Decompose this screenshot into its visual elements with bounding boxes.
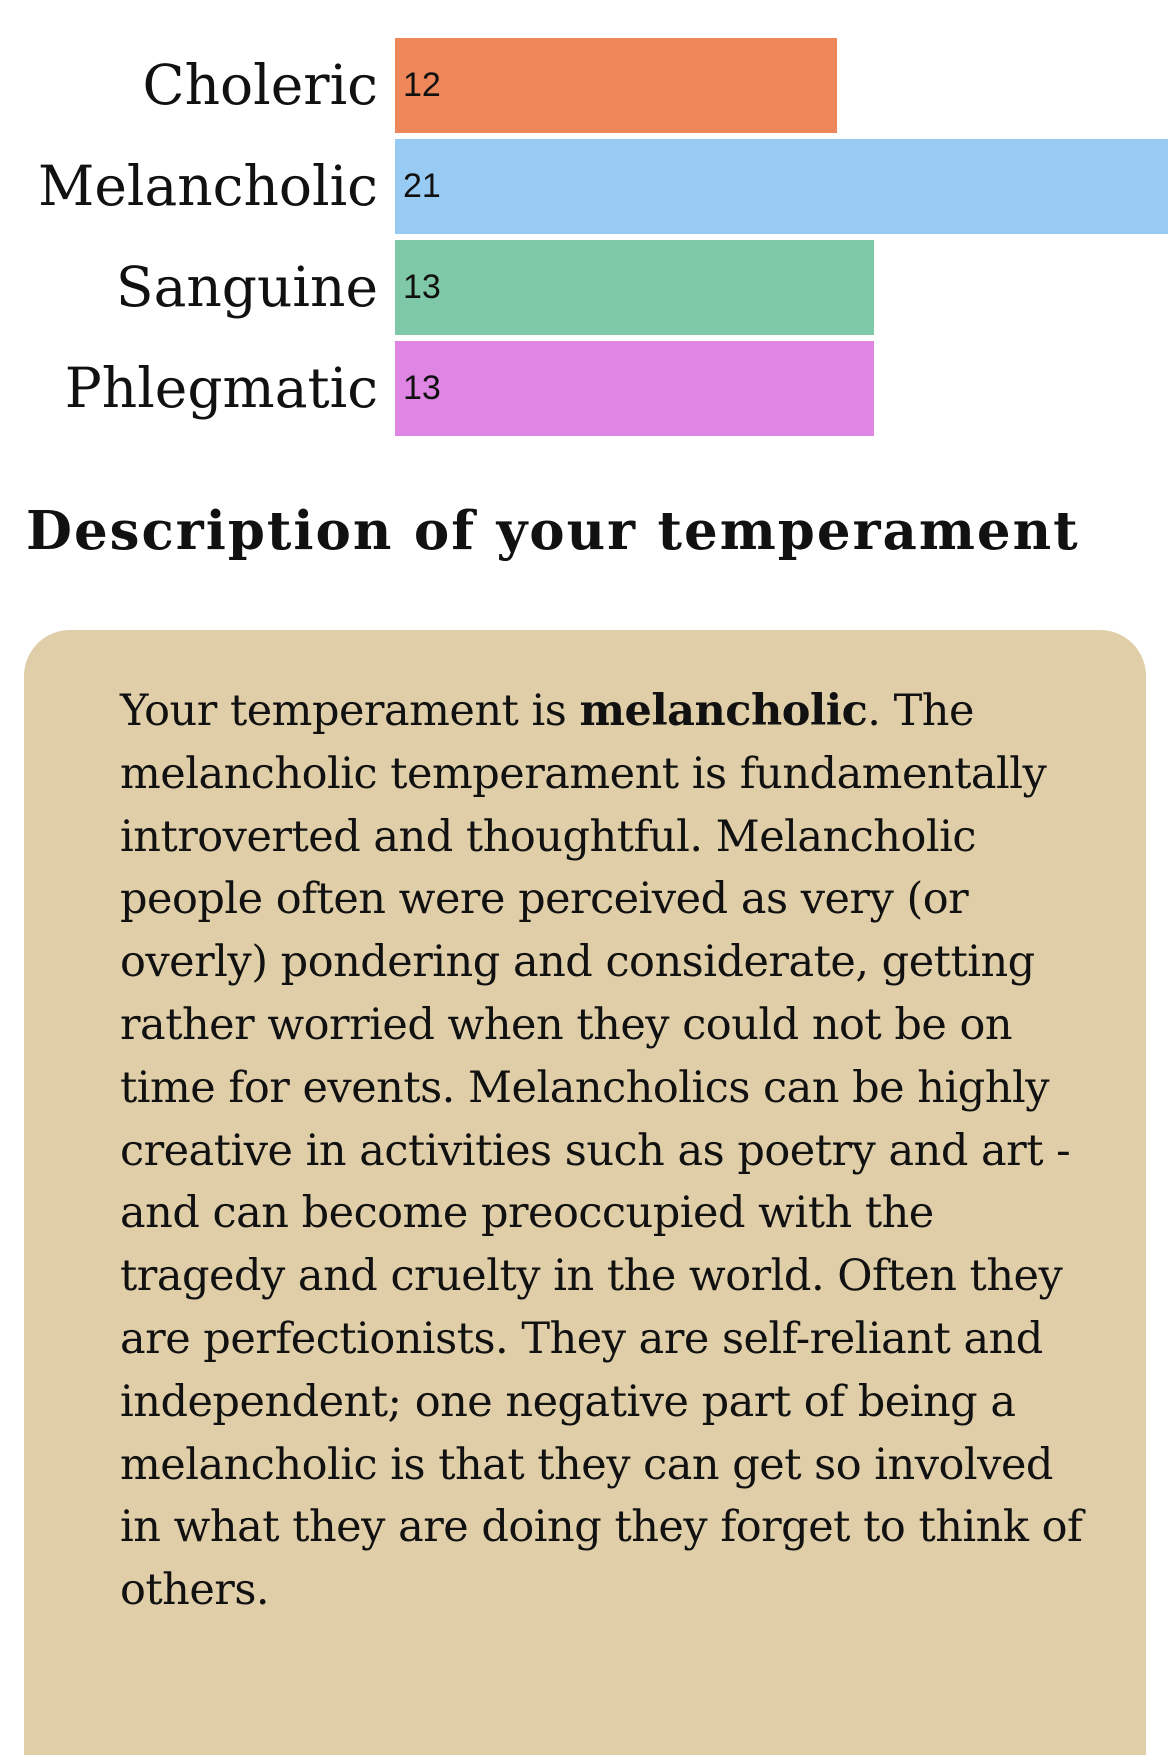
chart-row-sanguine (0, 240, 1170, 335)
temperament-bar-chart (0, 0, 1170, 450)
bar-value-label: 21 (403, 167, 441, 205)
description-intro: Your temperament is (120, 686, 580, 736)
category-label: Sanguine (115, 255, 378, 319)
description-intro-end: . (867, 686, 881, 736)
chart-row-phlegmatic (0, 341, 1170, 436)
description-card (24, 630, 1146, 1755)
bar-choleric (395, 38, 837, 133)
section-title: Description of your temperament (26, 500, 1080, 562)
bar-phlegmatic (395, 341, 874, 436)
bar-value-label: 13 (403, 369, 441, 407)
description-body: The melancholic temperament is fundamentally introverted and thoughtful. Melancholic people often were perceived as very (or overly) pondering and considerate, getting rather worried when they could not be on time for events. Melancholics can be highly creative in activities such as poetry and art - and can become preoccupied with the tragedy and cruelty in the world. Often they are perfectionists. They are self-reliant and independent; one negative part of being a melancholic is that they can get so involved in what they are doing they forget to think of others. (120, 686, 1083, 1616)
chart-row-choleric (0, 38, 1170, 133)
temperament-name: melancholic (579, 686, 868, 736)
category-label: Choleric (142, 53, 378, 117)
bar-value-label: 12 (403, 66, 441, 104)
description-text (120, 680, 1086, 1622)
bar-value-label: 13 (403, 268, 441, 306)
bar-melancholic (395, 139, 1168, 234)
chart-row-melancholic (0, 139, 1170, 234)
category-label: Melancholic (38, 154, 378, 218)
category-label: Phlegmatic (64, 356, 378, 420)
bar-sanguine (395, 240, 874, 335)
